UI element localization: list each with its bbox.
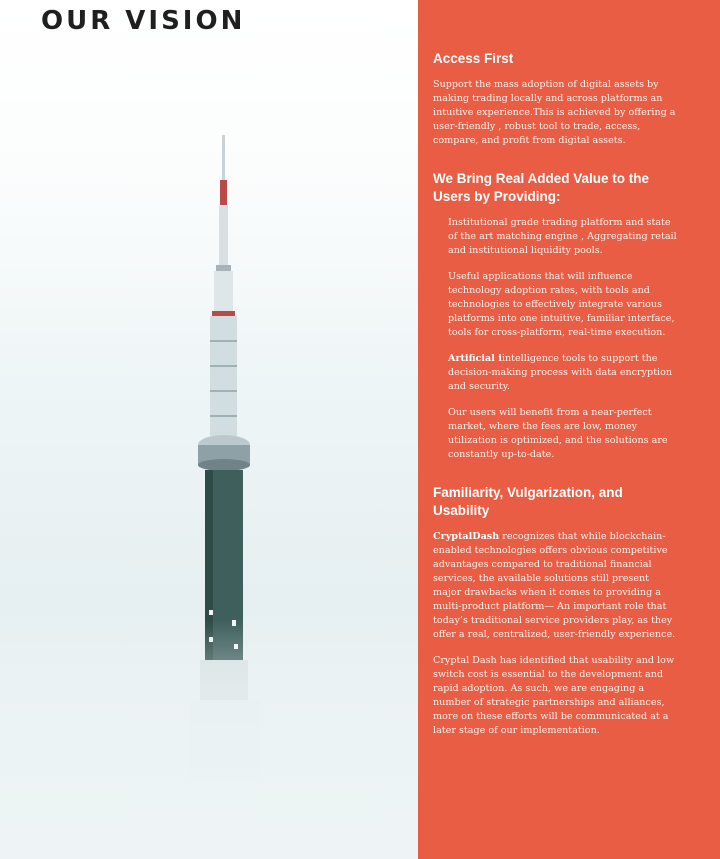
added-value-section — [433, 170, 680, 462]
access-first-heading: Access First — [433, 51, 514, 66]
value-item-2: Useful applications that will influence technology adoption rates, with tools and technologies to effectively integrate various platforms into one intuitive, familiar interface, tools for cross-platform, real-time execution. — [448, 271, 675, 338]
vision-text-panel — [418, 0, 720, 859]
value-item-1: Institutional grade trading platform and state of the art matching engine , Aggregating retail and institutional liquidity pools. — [448, 217, 677, 256]
fog-overlay — [0, 619, 418, 859]
value-item-3-lead: Artificial i — [448, 353, 502, 364]
familiarity-paragraph-1-text: recognizes that while blockchain-enabled technologies offers obvious competitive advantages compared to traditional financial services, the available solutions still present major drawbacks when it comes to providing a multi-product platform— An important role that today’s traditional service providers play, as they offer a real, centralized, user-friendly experience. — [433, 531, 676, 640]
familiarity-paragraph-2: Cryptal Dash has identified that usability and low switch cost is essential to the development and rapid adoption. As such, we are engaging a number of strategic partnerships and alliances, more on these efforts will be communicated at a later stage of our implementation. — [433, 655, 675, 736]
familiarity-heading: Familiarity, Vulgarization, and Usability — [433, 485, 623, 518]
access-first-body: Support the mass adoption of digital assets by making trading locally and across platforms an intuitive experience.This is achieved by offering a user-friendly , robust tool to trade, access, compare, and profit from digital assets. — [433, 79, 676, 146]
page-title: OUR VISION — [41, 6, 246, 36]
familiarity-section — [433, 484, 680, 738]
brand-name: CryptalDash — [433, 531, 500, 542]
familiarity-paragraph-1 — [433, 530, 680, 642]
value-item-4: Our users will benefit from a near-perfect market, where the fees are low, money utilization is optimized, and the solutions are constantly up-to-date. — [448, 407, 668, 460]
added-value-heading: We Bring Real Added Value to the Users by Providing: — [433, 171, 650, 204]
access-first-section — [433, 50, 680, 148]
value-item-3 — [448, 352, 680, 394]
value-item-3-text: intelligence tools to support the decision-making process with data encryption and security. — [448, 353, 673, 392]
